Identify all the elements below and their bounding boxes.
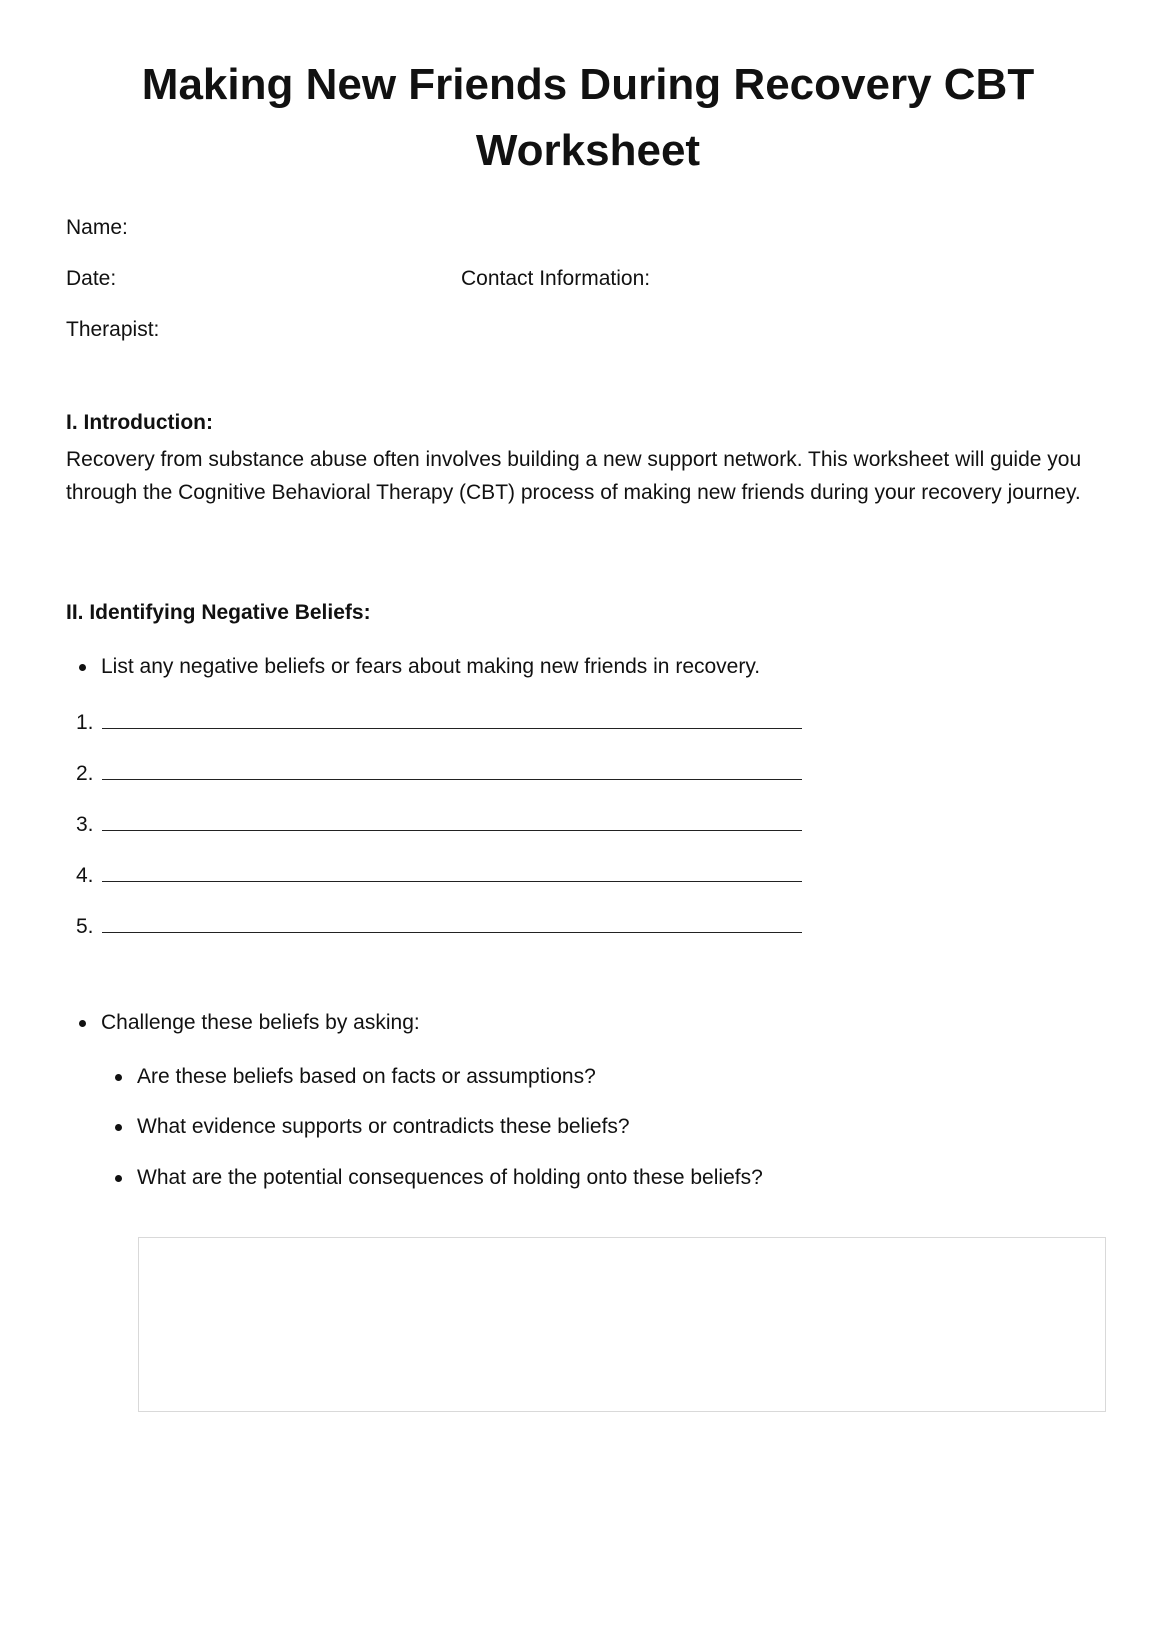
challenge-question-text: Are these beliefs based on facts or assumptions?: [137, 1065, 596, 1088]
challenge-question-2: [137, 1114, 630, 1140]
blank-answer-line[interactable]: [102, 759, 802, 780]
bullet-dot-icon: [115, 1074, 122, 1081]
date-field-label: Date:: [66, 267, 117, 290]
response-text-box[interactable]: [138, 1237, 1106, 1412]
challenge-prompt-text: Challenge these beliefs by asking:: [101, 1011, 420, 1034]
blank-answer-line[interactable]: [102, 861, 802, 882]
blank-answer-line[interactable]: [102, 912, 802, 933]
list-number: 3.: [76, 813, 94, 836]
introduction-heading: I. Introduction:: [66, 411, 213, 434]
challenge-prompt-bullet: [101, 1010, 420, 1036]
challenge-question-1: [137, 1064, 596, 1090]
numbered-blank-5[interactable]: [76, 912, 802, 940]
challenge-question-text: What are the potential consequences of holding onto these beliefs?: [137, 1166, 763, 1189]
introduction-body: Recovery from substance abuse often involves building a new support network. This worksheet will guide you through the Cognitive Behavioral Therapy (CBT) process of making new friends during your recovery journey.: [66, 448, 1082, 504]
numbered-blank-2[interactable]: [76, 759, 802, 787]
numbered-blank-4[interactable]: [76, 861, 802, 889]
list-prompt-text: List any negative beliefs or fears about making new friends in recovery.: [101, 655, 761, 678]
therapist-field-label: Therapist:: [66, 318, 160, 341]
list-number: 1.: [76, 711, 94, 734]
bullet-dot-icon: [79, 664, 86, 671]
challenge-question-3: [137, 1165, 763, 1191]
list-number: 4.: [76, 864, 94, 887]
blank-answer-line[interactable]: [102, 708, 802, 729]
contact-information-field-label: Contact Information:: [461, 267, 651, 290]
blank-answer-line[interactable]: [102, 810, 802, 831]
list-prompt-bullet: [101, 654, 760, 680]
list-number: 2.: [76, 762, 94, 785]
numbered-blank-3[interactable]: [76, 810, 802, 838]
list-number: 5.: [76, 915, 94, 938]
page-title: Making New Friends During Recovery CBT Worksheet: [141, 60, 1035, 175]
name-field-label: Name:: [66, 216, 128, 239]
bullet-dot-icon: [115, 1175, 122, 1182]
numbered-blank-1[interactable]: [76, 708, 802, 736]
bullet-dot-icon: [115, 1124, 122, 1131]
challenge-question-text: What evidence supports or contradicts these beliefs?: [137, 1115, 630, 1138]
bullet-dot-icon: [79, 1020, 86, 1027]
negative-beliefs-heading: II. Identifying Negative Beliefs:: [66, 601, 371, 624]
